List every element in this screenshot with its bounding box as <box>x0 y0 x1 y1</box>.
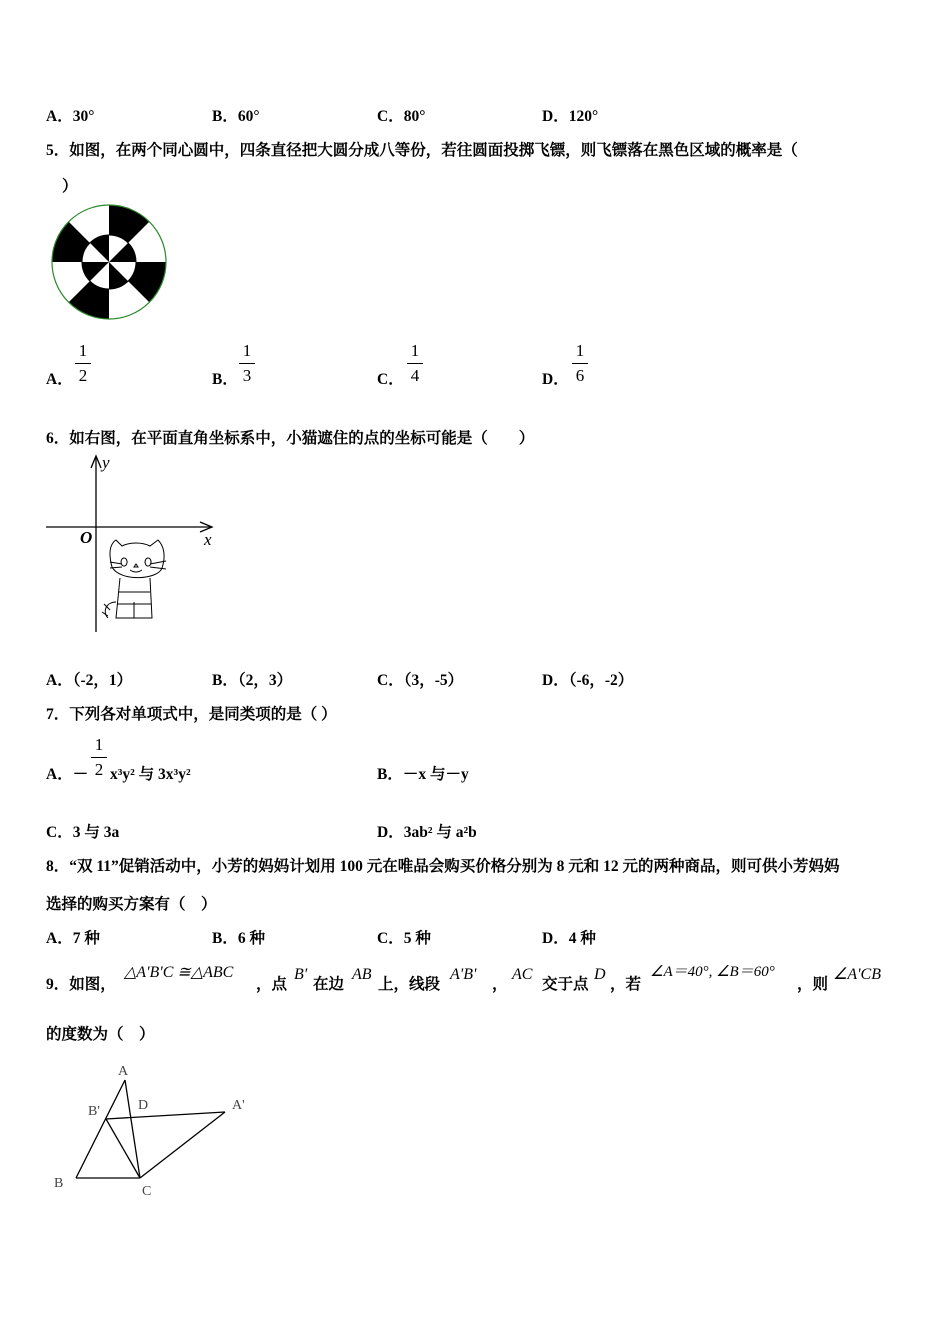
q6-stem: 6．如右图，在平面直角坐标系中，小猫遮住的点的坐标可能是（ ） <box>46 430 535 447</box>
q9-text-3: 在边 <box>313 976 345 993</box>
q9-math-congruent: △A'B'C ≅△ABC <box>124 964 234 981</box>
q7-option-b: B．－x 与－y <box>377 766 469 783</box>
q4-option-c: C．80° <box>377 108 426 125</box>
q9-text-5: ， <box>492 976 508 993</box>
q6-option-d: D．（-6，-2） <box>542 672 634 689</box>
q7-option-a-rest: x³y² 与 3x³y² <box>110 766 191 783</box>
q8-option-c: C．5 种 <box>377 930 431 947</box>
segment-ab <box>76 1080 125 1178</box>
segment-bprime-aprime <box>106 1112 225 1119</box>
q9-text-6: 交于点 <box>542 976 589 993</box>
coordinate-figure <box>44 452 224 638</box>
q5-option-b-fraction: 1 3 <box>239 341 255 386</box>
q5-option-c-fraction: 1 4 <box>407 341 423 386</box>
q5-option-b-label: B． <box>212 371 238 388</box>
q7-option-c: C．3 与 3a <box>46 824 120 841</box>
q9-math-angle-target: ∠A'CB <box>833 966 881 983</box>
q8-stem-line2: 选择的购买方案有（ ） <box>46 896 217 913</box>
q5-option-d-label: D． <box>542 371 569 388</box>
q6-option-c: C．（3，-5） <box>377 672 464 689</box>
cat-drawing <box>102 540 166 618</box>
y-axis-label: y <box>102 453 110 472</box>
q8-option-b: B．6 种 <box>212 930 265 947</box>
q8-stem-line1: 8．“双 11”促销活动中，小芳的妈妈计划用 100 元在唯品会购买价格分别为 8 元和 12 元的两种商品，则可供小芳妈妈 <box>46 858 840 875</box>
q6-option-b: B．（2，3） <box>212 672 293 689</box>
q9-math-ab: AB <box>352 966 372 983</box>
q5-stem-close: ） <box>62 178 78 195</box>
x-axis-label: x <box>204 530 212 549</box>
q4-option-b: B．60° <box>212 108 260 125</box>
label-b: B <box>54 1176 64 1191</box>
q9-text-4: 上，线段 <box>378 976 441 993</box>
q7-option-a-fraction: 1 2 <box>91 735 107 780</box>
q8-option-a: A．7 种 <box>46 930 100 947</box>
q9-text-1: 9．如图， <box>46 976 116 993</box>
q6-option-a: A．（-2，1） <box>46 672 133 689</box>
q7-option-a-prefix: A．－ <box>46 766 89 783</box>
q4-option-a: A．30° <box>46 108 95 125</box>
label-bprime: B' <box>88 1104 100 1119</box>
q7-stem: 7．下列各对单项式中，是同类项的是（ ） <box>46 706 337 723</box>
q9-text-2: ，点 <box>256 976 288 993</box>
origin-label: O <box>80 528 93 547</box>
q5-option-a-label: A． <box>46 371 73 388</box>
q5-option-a-fraction: 1 2 <box>75 341 91 386</box>
q9-text-7: ，若 <box>610 976 642 993</box>
dartboard-figure <box>50 203 168 321</box>
q8-option-d: D．4 种 <box>542 930 596 947</box>
label-a: A <box>118 1064 129 1079</box>
q5-stem: 5．如图，在两个同心圆中，四条直径把大圆分成八等份，若往圆面投掷飞镖，则飞镖落在黑色区域的概率是（ <box>46 142 798 159</box>
q9-math-aprime-bprime: A'B' <box>450 966 477 983</box>
q9-stem-line2: 的度数为（ ） <box>46 1026 155 1043</box>
q7-option-d: D．3ab² 与 a²b <box>377 824 477 841</box>
label-c: C <box>142 1184 152 1199</box>
q9-text-8: ，则 <box>797 976 829 993</box>
segment-ac <box>125 1080 140 1178</box>
label-d: D <box>138 1098 149 1113</box>
q4-option-d: D．120° <box>542 108 599 125</box>
segment-aprime-c <box>140 1112 225 1178</box>
q5-option-d-fraction: 1 6 <box>572 341 588 386</box>
q9-math-ac: AC <box>512 966 533 983</box>
q5-option-c-label: C． <box>377 371 404 388</box>
triangle-figure <box>50 1062 260 1204</box>
q9-math-bprime: B' <box>294 966 308 983</box>
label-aprime: A' <box>232 1098 245 1113</box>
q9-math-d: D <box>594 966 606 983</box>
q9-math-angles: ∠A＝40°, ∠B＝60° <box>650 964 775 980</box>
